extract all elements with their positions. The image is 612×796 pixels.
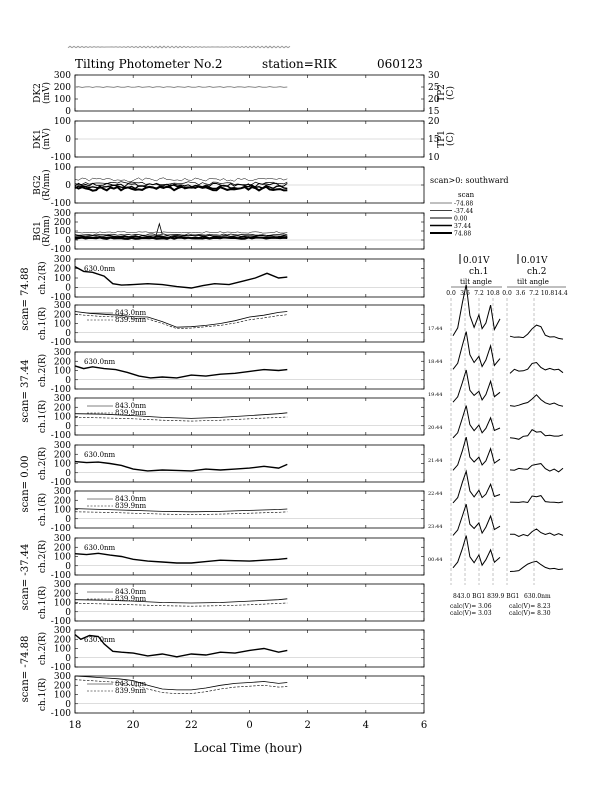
y-axis-label: [37, 400, 48, 433]
ch1-calc-value: calc(V)= 3.06: [450, 603, 492, 610]
series-label: 843.0nm: [115, 588, 147, 596]
panel-DK1: [33, 117, 456, 163]
y-axis-label-line: ch.2(R): [38, 539, 48, 574]
legend-label: -74.88: [454, 200, 474, 208]
y-tick-label: -100: [50, 571, 71, 581]
series-label: 630.0nm: [84, 358, 116, 366]
y-tick-label: 100: [53, 163, 71, 173]
x-axis: [69, 720, 428, 731]
y-axis-label-line: BG2: [33, 175, 43, 195]
profile-time-label: 22:44: [428, 491, 443, 497]
y-tick-label: -100: [50, 663, 71, 673]
profile-time-label: 20:44: [428, 425, 443, 431]
y-axis-label: [37, 586, 48, 619]
scale-label-ch1: 0.01V: [463, 256, 490, 266]
y-axis-label-line: ch.1(R): [38, 306, 48, 341]
panel-scan74.88-ch2: [20, 255, 424, 331]
panel-DK2: [33, 71, 456, 117]
ch1-axis-label: tilt angle: [460, 278, 492, 286]
right-tick-label: 10: [428, 153, 440, 163]
x-tick-label: 6: [420, 720, 428, 731]
y-tick-label: 0: [65, 107, 71, 117]
y-tick-label: 300: [53, 580, 71, 590]
ch2-profile-curve: [510, 363, 563, 374]
y-tick-label: 100: [53, 227, 71, 237]
ch2-profile-curve: [510, 529, 563, 537]
y-tick-label: 300: [53, 255, 71, 265]
right-axis-label-line: (C): [446, 86, 456, 100]
time-series-panels: [20, 71, 456, 719]
y-axis-label: [37, 632, 48, 665]
panel-scan37.44-ch2: [20, 348, 424, 423]
ch2-footer-label: 630.0nm: [524, 593, 551, 600]
profile-time-label: 00:44: [428, 557, 443, 563]
series-label: 630.0nm: [84, 451, 116, 459]
station-label: station=RIK: [262, 57, 337, 71]
y-tick-label: 300: [53, 71, 71, 81]
y-tick-label: 300: [53, 487, 71, 497]
series-label: 630.0nm: [84, 265, 116, 273]
panel-scan0.00-ch2: [20, 441, 424, 512]
right-axis-label-line: (C): [446, 132, 456, 146]
y-tick-label: 0: [65, 699, 71, 710]
series-line: [75, 178, 287, 182]
right-tick-label: 15: [428, 135, 440, 145]
scan-group-label: scan= 0.00: [20, 455, 31, 513]
y-tick-label: 0: [65, 514, 71, 525]
series-label: 839.9nm: [115, 316, 147, 324]
y-tick-label: 200: [53, 543, 71, 554]
y-tick-label: -100: [50, 153, 71, 163]
right-tick-label: 20: [428, 117, 440, 127]
ch1-tick-label: 7.2: [474, 290, 484, 297]
y-axis-label: [33, 169, 52, 200]
profile-time-label: 23:44: [428, 524, 443, 530]
x-tick-label: 2: [304, 720, 311, 731]
ch2-calc-value: calc(V)= 8.23: [509, 603, 551, 610]
panel-BG1: [33, 209, 424, 255]
series-label: 843.0nm: [115, 680, 147, 688]
series-label: 839.9nm: [115, 687, 147, 695]
y-tick-label: 0: [65, 375, 71, 386]
series-label: 843.0nm: [115, 402, 147, 410]
y-axis-label: [37, 493, 48, 526]
y-tick-label: 200: [53, 310, 71, 321]
y-tick-label: 300: [53, 441, 71, 451]
right-tick-label: 25: [428, 83, 440, 93]
y-axis-label: [37, 261, 48, 294]
y-tick-label: 300: [53, 209, 71, 219]
y-axis-label-line: ch.2(R): [38, 353, 48, 388]
panel-frame: [75, 213, 424, 249]
panel-frame: [75, 538, 424, 575]
ch2-profile-curve: [510, 561, 563, 571]
x-tick-label: 18: [68, 720, 82, 731]
profile-time-label: 18:44: [428, 359, 443, 365]
ch2-profile-curve: [510, 496, 563, 503]
panel-scan0.00-ch1: [37, 487, 424, 534]
y-axis-label-line: ch.1(R): [38, 677, 48, 712]
panel-scan-74.88-ch1: [37, 672, 424, 719]
ch1-tick-label: 3.6: [460, 290, 470, 297]
legend-label: -37.44: [454, 208, 474, 215]
y-tick-label: 100: [53, 690, 71, 701]
series-line: [75, 462, 287, 471]
panel-scan-37.44-ch2: [20, 534, 424, 610]
series-label: 843.0nm: [115, 309, 147, 317]
right-tick-label: 30: [428, 71, 440, 81]
y-tick-label: -100: [50, 431, 71, 441]
y-tick-label: 100: [53, 95, 71, 105]
right-axis-label: [437, 84, 456, 102]
right-axis-label-line: TP2: [437, 84, 447, 102]
y-tick-label: 200: [53, 635, 71, 646]
y-tick-label: 0: [65, 607, 71, 618]
y-axis-label: [37, 447, 48, 480]
date-label: 060123: [377, 57, 423, 71]
series-label: 839.9nm: [115, 595, 147, 603]
y-tick-label: 100: [53, 412, 71, 423]
legend-label: 37.44: [454, 223, 472, 230]
y-tick-label: -100: [50, 478, 71, 488]
y-axis-label-line: ch.1(R): [38, 585, 48, 620]
series-line: [75, 599, 287, 603]
series-line: [75, 366, 287, 378]
series-line: [75, 603, 287, 606]
y-axis-label-line: ch.2(R): [38, 631, 48, 666]
profile-time-label: 19:44: [428, 392, 443, 398]
panel-scan74.88-ch1: [37, 301, 424, 348]
ch2-tick-label: 7.2: [529, 290, 539, 297]
y-tick-label: 200: [53, 264, 71, 275]
y-axis-label-line: (R/nm): [42, 215, 52, 247]
y-tick-label: -100: [50, 524, 71, 534]
series-line: [75, 509, 287, 512]
y-tick-label: 200: [53, 589, 71, 600]
panel-BG2: [33, 163, 424, 209]
y-tick-label: 200: [53, 357, 71, 368]
bg1-spike: [156, 224, 162, 235]
y-axis-label: [37, 540, 48, 573]
y-axis-label-line: ch.2(R): [38, 261, 48, 295]
y-axis-label: [33, 128, 52, 150]
series-line: [75, 553, 287, 563]
series-label: 843.0nm: [115, 495, 147, 503]
right-axis-label: [437, 130, 456, 148]
panel-frame: [75, 259, 424, 297]
ch2-tick-label: 0.0: [502, 290, 512, 297]
y-tick-label: 100: [53, 552, 71, 563]
y-axis-label-line: ch.1(R): [38, 492, 48, 527]
series-label: 839.9nm: [115, 502, 147, 510]
y-tick-label: -100: [50, 199, 71, 209]
series-line: [75, 312, 287, 328]
scale-label-ch2: 0.01V: [521, 256, 548, 266]
y-axis-label: [37, 307, 48, 340]
x-tick-label: 4: [362, 720, 370, 731]
y-tick-label: 0: [65, 135, 71, 145]
y-axis-label-line: ch.1(R): [38, 399, 48, 434]
ch2-profile-curve: [510, 325, 563, 339]
y-tick-label: 100: [53, 366, 71, 377]
y-tick-label: 0: [65, 236, 71, 246]
x-tick-label: 0: [246, 720, 253, 731]
panel-scan-37.44-ch1: [37, 580, 424, 627]
y-axis-label-line: (mV): [42, 127, 52, 151]
y-tick-label: 100: [53, 274, 71, 284]
y-axis-label: [33, 82, 52, 104]
y-tick-label: 300: [53, 672, 71, 682]
series-label: 839.9nm: [115, 409, 147, 417]
y-tick-label: 100: [53, 459, 71, 470]
y-axis-label: [37, 354, 48, 387]
legend-title: scan>0: southward: [430, 176, 509, 185]
profile-time-label: 21:44: [428, 458, 443, 464]
y-tick-label: 300: [53, 301, 71, 311]
y-tick-label: -100: [50, 617, 71, 627]
y-axis-label-line: (R/nm): [42, 169, 52, 201]
y-axis-label-line: (mV): [42, 81, 52, 105]
ch1-calc-value: calc(V)= 3.03: [450, 610, 492, 617]
y-tick-label: 300: [53, 626, 71, 636]
y-tick-label: 0: [65, 181, 71, 191]
series-label: 630.0nm: [84, 544, 116, 552]
y-axis-label-line: DK2: [33, 83, 43, 103]
ch2-profile-curve: [510, 395, 563, 407]
figure-title: Tilting Photometer No.2: [75, 57, 223, 71]
y-axis-label: [37, 678, 48, 711]
series-line: [75, 512, 287, 515]
right-tick-label: 20: [428, 95, 440, 105]
y-tick-label: 100: [53, 598, 71, 609]
x-tick-label: 22: [184, 720, 198, 731]
panel-frame: [75, 445, 424, 482]
y-tick-label: 0: [65, 468, 71, 479]
panel-frame: [75, 630, 424, 667]
y-tick-label: -100: [50, 385, 71, 395]
x-tick-label: 20: [126, 720, 140, 731]
ch2-profile-curve: [510, 430, 563, 440]
y-tick-label: 0: [65, 283, 71, 294]
y-tick-label: 200: [53, 403, 71, 414]
y-tick-label: 100: [53, 644, 71, 655]
y-tick-label: 100: [53, 319, 71, 330]
series-line: [75, 417, 287, 421]
panel-scan-74.88-ch2: [20, 626, 424, 702]
scan-group-label: scan= -74.88: [20, 635, 31, 703]
y-axis-label-line: DK1: [33, 129, 43, 149]
top-decorative-wave: [68, 46, 290, 48]
ch2-calc-value: calc(V)= 8.30: [509, 610, 551, 617]
y-tick-label: 0: [65, 421, 71, 432]
scan-legend: [430, 176, 509, 238]
y-tick-label: 300: [53, 394, 71, 404]
y-tick-label: 300: [53, 534, 71, 544]
y-tick-label: -100: [50, 293, 71, 303]
ch2-axis-label: tilt angle: [517, 278, 549, 286]
y-tick-label: 200: [53, 681, 71, 692]
y-tick-label: 200: [53, 83, 71, 93]
ch2-tick-label: 10.8: [540, 290, 555, 297]
ch1-tick-label: 10.8: [486, 290, 500, 297]
ch1-tick-label: 0.0: [446, 290, 456, 297]
y-tick-label: 300: [53, 348, 71, 358]
x-axis-label: Local Time (hour): [193, 741, 303, 755]
series-line: [75, 232, 287, 234]
legend-label: 74.88: [454, 230, 472, 238]
y-tick-label: 200: [53, 218, 71, 228]
series-line: [75, 87, 287, 88]
y-tick-label: 200: [53, 450, 71, 461]
scan-group-label: scan= 74.88: [20, 267, 31, 331]
legend-heading: scan: [458, 191, 475, 199]
y-tick-label: 100: [53, 117, 71, 127]
y-tick-label: -100: [50, 338, 71, 348]
series-label: 630.0nm: [84, 636, 116, 644]
profile-time-label: 17:44: [428, 326, 443, 332]
y-tick-label: 0: [65, 328, 71, 339]
y-tick-label: -100: [50, 245, 71, 255]
series-line: [75, 676, 287, 690]
panel-scan37.44-ch1: [37, 394, 424, 441]
panel-frame: [75, 352, 424, 389]
y-tick-label: 100: [53, 505, 71, 516]
y-tick-label: -100: [50, 709, 71, 719]
ch2-tick-label: 14.4: [554, 290, 568, 297]
scan-group-label: scan= -37.44: [20, 543, 31, 611]
y-tick-label: 0: [65, 561, 71, 572]
ch1-footer-label: 843.0 BG1 839.9 BG1: [453, 593, 520, 600]
y-axis-label: [33, 215, 52, 246]
ch2-label: ch.2: [527, 267, 547, 277]
tilt-profile-panel: [428, 254, 568, 617]
y-axis-label-line: ch.2(R): [38, 446, 48, 481]
ch2-tick-label: 3.6: [515, 290, 526, 297]
right-axis-label-line: TP1: [437, 130, 447, 148]
ch2-profile-curve: [510, 464, 563, 472]
y-tick-label: 200: [53, 496, 71, 507]
legend-label: 0.00: [454, 215, 468, 223]
ch1-label: ch.1: [469, 267, 489, 277]
right-tick-label: 15: [428, 107, 440, 117]
scan-group-label: scan= 37.44: [20, 359, 31, 423]
series-line: [75, 413, 287, 419]
panel-frame: [75, 75, 424, 111]
y-axis-label-line: BG1: [33, 221, 43, 241]
y-tick-label: 0: [65, 653, 71, 664]
